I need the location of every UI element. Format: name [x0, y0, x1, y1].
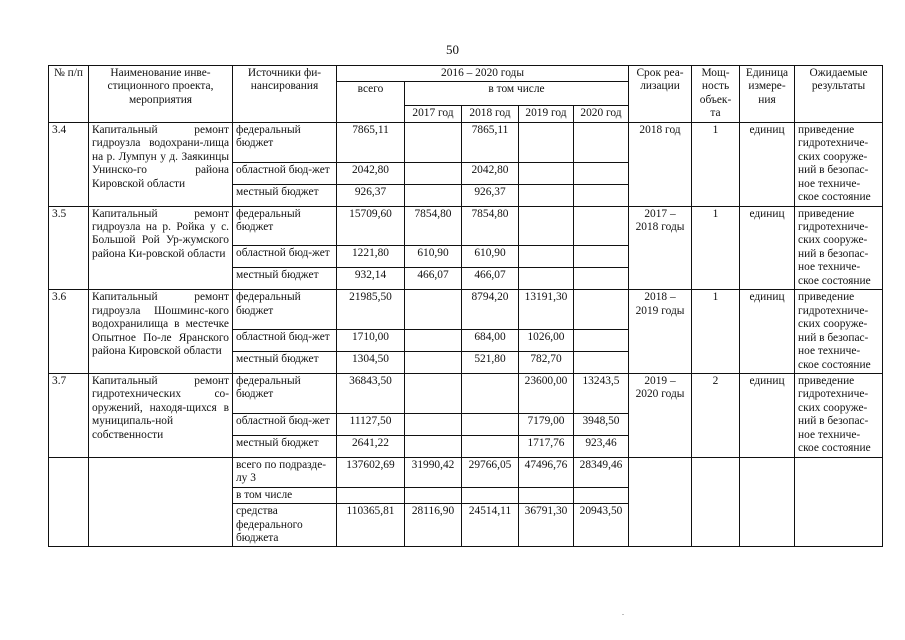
amount-y2017 — [405, 184, 462, 206]
amount-y2020 — [574, 268, 629, 290]
object-capacity: 1 — [692, 122, 740, 206]
empty-cell — [740, 457, 795, 547]
implementation-term: 2018 – 2019 годы — [629, 290, 692, 374]
implementation-term: 2018 год — [629, 122, 692, 206]
table-row — [49, 373, 883, 413]
funding-source: местный бюджет — [233, 435, 337, 457]
table-row — [49, 290, 883, 330]
amount-total: 21985,50 — [337, 290, 405, 330]
measure-unit: единиц — [740, 290, 795, 374]
funding-source: областной бюд-жет — [233, 246, 337, 268]
expected-result: приведение гидротехниче-ских сооруже-ний в безопас-ное техниче-ское состояние — [795, 373, 883, 457]
funding-source: местный бюджет — [233, 268, 337, 290]
empty-cell — [795, 457, 883, 547]
table-row — [49, 122, 883, 162]
amount-y2018: 521,80 — [462, 352, 519, 374]
funding-source: федеральный бюджет — [233, 373, 337, 413]
amount-total: 2641,22 — [337, 435, 405, 457]
amount-y2019 — [519, 268, 574, 290]
empty-cell — [89, 457, 233, 547]
object-capacity: 1 — [692, 206, 740, 290]
investment-projects-table — [48, 65, 883, 547]
amount-total: 1304,50 — [337, 352, 405, 374]
amount-total: 11127,50 — [337, 413, 405, 435]
amount-y2019 — [519, 122, 574, 162]
header-capacity: Мощ-ность объек-та — [692, 66, 740, 123]
amount-y2017 — [405, 162, 462, 184]
amount-y2019: 7179,00 — [519, 413, 574, 435]
amount-y2018: 610,90 — [462, 246, 519, 268]
total-amount-y2018: 24514,11 — [462, 504, 519, 547]
amount-y2018: 8794,20 — [462, 290, 519, 330]
amount-y2018: 926,37 — [462, 184, 519, 206]
header-2020: 2020 год — [574, 106, 629, 122]
table-row — [49, 206, 883, 246]
amount-y2020 — [574, 330, 629, 352]
totals-label: в том числе — [233, 487, 337, 503]
totals-row — [49, 457, 883, 487]
measure-unit: единиц — [740, 206, 795, 290]
expected-result: приведение гидротехниче-ских сооруже-ний в безопас-ное техниче-ское состояние — [795, 206, 883, 290]
header-results: Ожидаемые результаты — [795, 66, 883, 123]
totals-label: средства федерального бюджета — [233, 504, 337, 547]
amount-y2017 — [405, 435, 462, 457]
header-total: всего — [337, 82, 405, 122]
header-term: Срок реа-лизации — [629, 66, 692, 123]
amount-y2020 — [574, 122, 629, 162]
funding-source: местный бюджет — [233, 184, 337, 206]
total-amount-y2017: 28116,90 — [405, 504, 462, 547]
project-name: Капитальный ремонт гидроузла Шошминс-кого водохранилища в местечке Опытное По-ле Яранского района Кировской области — [89, 290, 233, 374]
amount-total: 1221,80 — [337, 246, 405, 268]
empty-cell — [692, 457, 740, 547]
amount-y2020 — [574, 290, 629, 330]
implementation-term: 2017 – 2018 годы — [629, 206, 692, 290]
funding-source: областной бюд-жет — [233, 413, 337, 435]
amount-y2018 — [462, 413, 519, 435]
header-num: № п/п — [49, 66, 89, 123]
amount-total: 926,37 — [337, 184, 405, 206]
amount-y2020: 3948,50 — [574, 413, 629, 435]
funding-source: местный бюджет — [233, 352, 337, 374]
scan-mark: . — [622, 608, 624, 617]
measure-unit: единиц — [740, 373, 795, 457]
amount-y2017 — [405, 413, 462, 435]
empty-cell — [49, 457, 89, 547]
header-2019: 2019 год — [519, 106, 574, 122]
amount-y2017 — [405, 122, 462, 162]
total-amount-y2019 — [519, 487, 574, 503]
table-body — [49, 122, 883, 547]
amount-y2017 — [405, 373, 462, 413]
amount-total: 36843,50 — [337, 373, 405, 413]
object-capacity: 1 — [692, 290, 740, 374]
amount-y2019: 13191,30 — [519, 290, 574, 330]
funding-source: федеральный бюджет — [233, 290, 337, 330]
amount-y2019 — [519, 162, 574, 184]
amount-y2020 — [574, 206, 629, 246]
expected-result: приведение гидротехниче-ских сооруже-ний в безопас-ное техниче-ское состояние — [795, 290, 883, 374]
header-period: 2016 – 2020 годы — [337, 66, 629, 82]
expected-result: приведение гидротехниче-ских сооруже-ний в безопас-ное техниче-ское состояние — [795, 122, 883, 206]
amount-y2020 — [574, 246, 629, 268]
totals-label: всего по подразде-лу 3 — [233, 457, 337, 487]
amount-total: 1710,00 — [337, 330, 405, 352]
header-name: Наименование инве-стиционного проекта, мероприятия — [89, 66, 233, 123]
amount-y2020 — [574, 162, 629, 184]
amount-total: 7865,11 — [337, 122, 405, 162]
header-sources: Источники фи-нансирования — [233, 66, 337, 123]
funding-source: федеральный бюджет — [233, 122, 337, 162]
amount-y2017 — [405, 290, 462, 330]
total-amount-total — [337, 487, 405, 503]
amount-y2019: 1717,76 — [519, 435, 574, 457]
project-name: Капитальный ремонт гидроузла на р. Ройка у с. Большой Рой Ур-жумского района Ки-ровской области — [89, 206, 233, 290]
project-number: 3.6 — [49, 290, 89, 374]
project-name: Капитальный ремонт гидроузла водохрани-лища на р. Лумпун у д. Заякинцы Унинско-го района Кировской области — [89, 122, 233, 206]
total-amount-y2018: 29766,05 — [462, 457, 519, 487]
amount-y2019: 23600,00 — [519, 373, 574, 413]
project-number: 3.5 — [49, 206, 89, 290]
total-amount-y2019: 36791,30 — [519, 504, 574, 547]
total-amount-total: 110365,81 — [337, 504, 405, 547]
funding-source: федеральный бюджет — [233, 206, 337, 246]
amount-y2020: 923,46 — [574, 435, 629, 457]
amount-y2020: 13243,5 — [574, 373, 629, 413]
amount-y2019 — [519, 206, 574, 246]
amount-y2018: 2042,80 — [462, 162, 519, 184]
table-header — [49, 66, 883, 123]
amount-y2018 — [462, 435, 519, 457]
amount-y2017: 610,90 — [405, 246, 462, 268]
header-unit: Единица измере-ния — [740, 66, 795, 123]
amount-y2019: 782,70 — [519, 352, 574, 374]
total-amount-y2020: 28349,46 — [574, 457, 629, 487]
project-number: 3.7 — [49, 373, 89, 457]
header-2017: 2017 год — [405, 106, 462, 122]
amount-total: 932,14 — [337, 268, 405, 290]
total-amount-y2020 — [574, 487, 629, 503]
amount-y2018 — [462, 373, 519, 413]
amount-y2017: 466,07 — [405, 268, 462, 290]
funding-source: областной бюд-жет — [233, 162, 337, 184]
project-number: 3.4 — [49, 122, 89, 206]
header-including: в том числе — [405, 82, 629, 106]
project-name: Капитальный ремонт гидротехнических со-оружений, находя-щихся в муниципаль-ной собственности — [89, 373, 233, 457]
amount-y2020 — [574, 184, 629, 206]
total-amount-y2018 — [462, 487, 519, 503]
amount-total: 15709,60 — [337, 206, 405, 246]
amount-y2018: 684,00 — [462, 330, 519, 352]
amount-y2018: 466,07 — [462, 268, 519, 290]
amount-y2019: 1026,00 — [519, 330, 574, 352]
amount-y2017: 7854,80 — [405, 206, 462, 246]
object-capacity: 2 — [692, 373, 740, 457]
page-number: 50 — [446, 42, 459, 57]
amount-total: 2042,80 — [337, 162, 405, 184]
amount-y2019 — [519, 246, 574, 268]
total-amount-y2017 — [405, 487, 462, 503]
amount-y2018: 7854,80 — [462, 206, 519, 246]
amount-y2017 — [405, 352, 462, 374]
amount-y2017 — [405, 330, 462, 352]
implementation-term: 2019 – 2020 годы — [629, 373, 692, 457]
funding-source: областной бюд-жет — [233, 330, 337, 352]
total-amount-y2020: 20943,50 — [574, 504, 629, 547]
amount-y2018: 7865,11 — [462, 122, 519, 162]
empty-cell — [629, 457, 692, 547]
header-2018: 2018 год — [462, 106, 519, 122]
total-amount-total: 137602,69 — [337, 457, 405, 487]
amount-y2019 — [519, 184, 574, 206]
amount-y2020 — [574, 352, 629, 374]
total-amount-y2019: 47496,76 — [519, 457, 574, 487]
total-amount-y2017: 31990,42 — [405, 457, 462, 487]
measure-unit: единиц — [740, 122, 795, 206]
